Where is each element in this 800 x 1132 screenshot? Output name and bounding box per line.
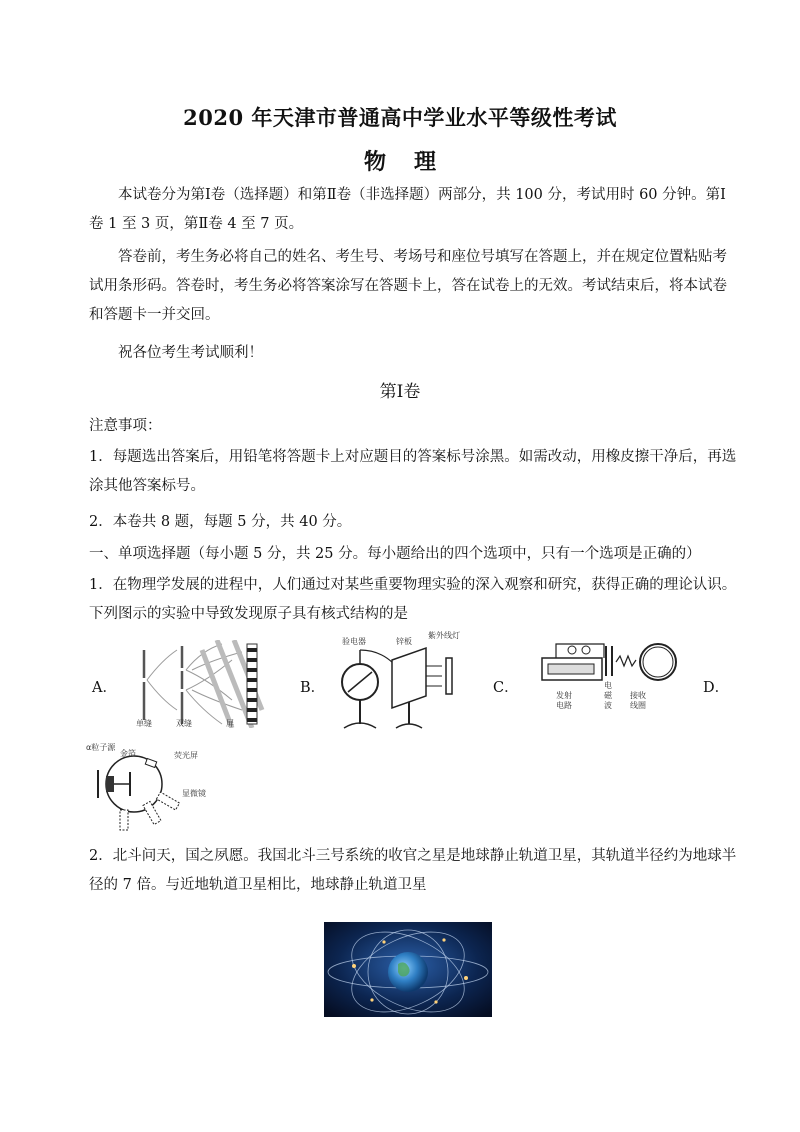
figure-d-label-2: 金箔 — [120, 749, 136, 758]
figure-a-label-3: 屏 — [226, 719, 234, 728]
subject-title: 物理 — [363, 149, 464, 175]
figure-a-label-2: 双缝 — [176, 719, 192, 728]
intro-paragraph-3: 祝各位考生考试顺利！ — [118, 345, 263, 361]
figure-a-double-slit — [122, 640, 272, 728]
figure-d-label-3: 荧光屏 — [174, 751, 198, 760]
option-a-label: A． — [92, 680, 117, 696]
notes-heading: 注意事项： — [89, 418, 162, 434]
figure-b-label-2: 锌板 — [396, 637, 412, 646]
question-1-stem: 1．在物理学发展的进程中，人们通过对某些重要物理实验的深入观察和研究，获得正确的理论认识。下列图示的实验中导致发现原子具有核式结构的是 — [89, 577, 737, 622]
figure-c-label-3: 电 — [604, 681, 612, 690]
figure-c-label-2: 电路 — [556, 701, 572, 710]
figure-c-label-6: 接收 — [630, 691, 646, 700]
figure-c-label-5: 波 — [604, 701, 612, 710]
intro-paragraph-2: 答卷前，考生务必将自己的姓名、考生号、考场号和座位号填写在答题上，并在规定位置粘贴考试用条形码。答卷时，考生务必将答案涂写在答题卡上，答在试卷上的无效。考试结束后，将本试卷和答题卡一并交回。 — [89, 249, 727, 323]
figure-d-label-4: 显微镜 — [182, 789, 206, 798]
volume-heading: 第Ⅰ卷 — [379, 382, 421, 402]
notes-item-2: 2．本卷共 8 题，每题 5 分，共 40 分。 — [89, 514, 352, 530]
option-d-label: D． — [703, 680, 730, 696]
figure-d-alpha-scattering — [86, 740, 236, 832]
notes-item-1: 1．每题选出答案后，用铅笔将答题卡上对应题目的答案标号涂黑。如需改动，用橡皮擦干净后，再选涂其他答案标号。 — [89, 449, 737, 494]
option-c-label: C． — [493, 680, 519, 696]
figure-b-label-3: 紫外线灯 — [428, 631, 460, 640]
beidou-satellite-image — [324, 922, 492, 1017]
question-2-stem: 2．北斗问天，国之夙愿。我国北斗三号系统的收官之星是地球静止轨道卫星，其轨道半径约为地球半径的 7 倍。与近地轨道卫星相比，地球静止轨道卫星 — [89, 848, 737, 893]
figure-a-label-1: 单缝 — [136, 719, 152, 728]
option-b-label: B． — [300, 680, 326, 696]
section-heading: 一、单项选择题（每小题 5 分，共 25 分。每小题给出的四个选项中，只有一个选项是正确的） — [89, 546, 701, 562]
figure-c-label-7: 线圈 — [630, 701, 646, 710]
figure-b-photoelectric — [330, 630, 480, 730]
figure-c-em-wave — [534, 636, 694, 720]
figure-c-label-4: 磁 — [604, 691, 612, 700]
figure-c-label-1: 发射 — [556, 691, 572, 700]
figure-d-label-1: α粒子源 — [86, 743, 116, 752]
intro-paragraph-1: 本试卷分为第Ⅰ卷（选择题）和第Ⅱ卷（非选择题）两部分，共 100 分，考试用时 60 分钟。第Ⅰ卷 1 至 3 页，第Ⅱ卷 4 至 7 页。 — [89, 187, 726, 232]
figure-b-label-1: 验电器 — [342, 637, 366, 646]
exam-title: 2020 年天津市普通高中学业水平等级性考试 — [183, 105, 617, 130]
